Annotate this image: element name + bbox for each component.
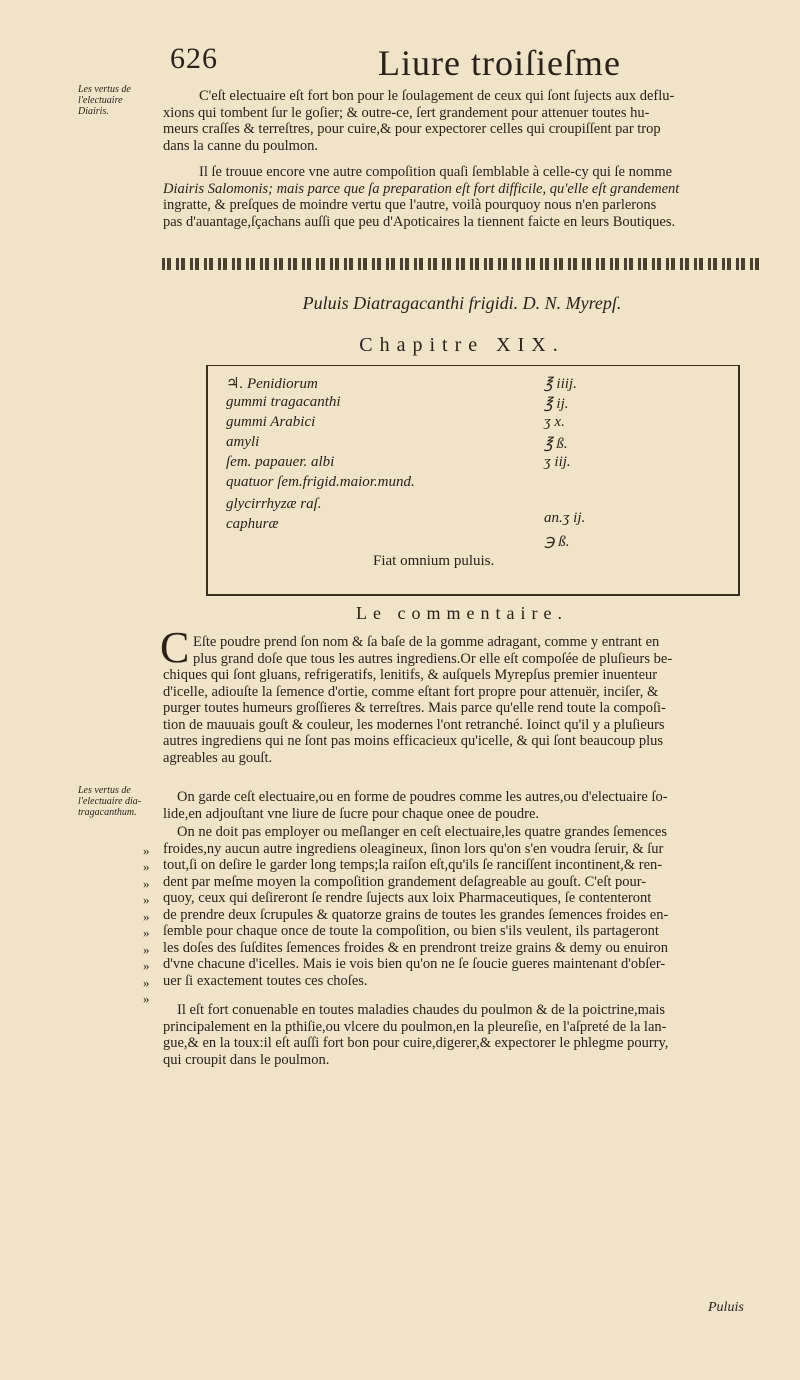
text-line: quoy, ceux qui deſireront ſe rendre ſujects aux loix Pharmaceutiques, ſe contenteront <box>163 890 652 906</box>
text-line: On garde ceſt electuaire,ou en forme de poudres comme les autres,ou d'electuaire ſo- <box>177 789 668 805</box>
recipe-box <box>206 365 740 596</box>
margin-note-line: tragacanthum. <box>78 807 137 818</box>
text-line: ingratte, & preſques de moindre vertu que l'autre, voilà pourquoy nous n'en parlerons <box>163 197 657 213</box>
ingredient-name: amyli <box>226 434 260 450</box>
text-line: tion de mauuais gouſt & couleur, les modernes l'ont retranché. Ioinct qu'il y a pluſieurs <box>163 716 665 733</box>
quotation-marks: » <box>143 909 150 924</box>
ingredient-name: gummi tragacanthi <box>226 394 341 410</box>
text-line: agreables au gouſt. <box>163 749 273 766</box>
ingredient-quantity: an.ʒ ij. <box>544 510 586 526</box>
commentary-heading: Le commentaire. <box>356 603 568 623</box>
ingredient-name: glycirrhyzæ raſ. <box>226 496 322 512</box>
text-line: ſemble pour chaque once de toute la compoſition, ou bien s'ils veulent, ils partageront <box>163 923 659 939</box>
ingredient-name: ♃. Penidiorum <box>226 376 318 392</box>
margin-note-line: Les vertus de <box>78 84 131 95</box>
quotation-marks: » <box>143 876 150 891</box>
ingredient-quantity: ℥ ß. <box>544 436 568 452</box>
text-line: tout,ſi on deſire le garder long temps;la raiſon eſt,qu'ils ſe ranciſſent incontinent,& ren- <box>163 857 663 873</box>
quotation-marks: » <box>143 975 150 990</box>
text-line: chiques qui ſont gluans, refrigeratifs, lenitifs, & auſquels Myrepſus premier inuenteur <box>163 667 658 683</box>
text-line: xions qui tombent ſur le goſier; & outre-ce, ſert grandement pour attenuer toutes hu- <box>163 104 650 121</box>
ingredient-quantity: ʒ iij. <box>544 454 571 470</box>
ingredient-quantity: ʒ x. <box>544 414 565 430</box>
text-line: Il eſt fort conuenable en toutes maladies chaudes du poulmon & de la poictrine,mais <box>177 1002 666 1018</box>
text-line: C'eſt electuaire eſt fort bon pour le ſoulagement de ceux qui ſont ſujects aux deflu- <box>199 88 675 104</box>
quotation-marks: » <box>143 925 150 940</box>
margin-note-line: Les vertus de <box>78 785 131 796</box>
text-line: purger toutes humeurs groſſieres & terreſtres. Mais parce qu'elle rend toute la compoſi- <box>163 700 666 716</box>
text-line: d'icelle, adiouſte la ſemence d'ortie, comme eſtant fort propre pour attenuër, inciſer, & <box>163 683 659 700</box>
text-line: On ne doit pas employer ou meſlanger en ceſt electuaire,les quatre grandes ſemences <box>177 824 667 840</box>
text-line: Diairis Salomonis; mais parce que ſa preparation eſt fort difficile, qu'elle eſt grandement <box>163 180 680 197</box>
text-line: pas d'auantage,ſçachans auſſi que peu d'Apoticaires la tiennent faicte en leurs Boutiques. <box>163 213 676 230</box>
text-line: lide,en adjouſtant vne liure de ſucre pour chaque onee de poudre. <box>163 805 540 822</box>
quotation-marks: » <box>143 843 150 858</box>
text-line: froides,ny aucun autre ingrediens oleagineux, ſinon lors qu'on s'en voudra ſeruir, & ſur <box>163 840 664 857</box>
intro-paragraph-2 <box>163 164 761 230</box>
margin-note-diatragacanthum <box>78 785 158 818</box>
text-line: dans la canne du poulmon. <box>163 137 319 154</box>
page-number: 626 <box>170 42 218 75</box>
quotation-marks: » <box>143 942 150 957</box>
margin-note-line: Diairis. <box>78 106 109 117</box>
text-line: Il ſe trouue encore vne autre compoſition quaſi ſemblable à celle-cy qui ſe nomme <box>199 164 673 180</box>
text-line: Eſte poudre prend ſon nom & ſa baſe de la gomme adragant, comme y entrant en <box>193 634 660 650</box>
recipe-closing: Fiat omnium puluis. <box>373 553 495 569</box>
recipe-title: Puluis Diatragacanthi frigidi. D. N. Myrepſ. <box>302 293 622 313</box>
ingredient-quantity: ℥ iiij. <box>544 376 577 392</box>
ingredient-quantity: ℥ ij. <box>544 396 569 412</box>
intro-paragraph-1 <box>163 88 761 154</box>
running-title: Liure troiſieſme <box>378 43 621 83</box>
commentary-paragraph-1 <box>163 634 761 766</box>
commentary-paragraph-2 <box>163 789 761 822</box>
decorative-divider <box>162 258 762 270</box>
margin-note-line: l'electuaire <box>78 95 123 106</box>
ingredient-name: caphuræ <box>226 516 279 532</box>
text-line: d'vne chacune d'icelles. Mais ie vois bien qu'on ne ſe ſoucie gueres maintenant d'obſer- <box>163 956 666 972</box>
text-line: gue,& en la toux:il eſt auſſi fort bon pour cuire,digerer,& expectorer le phlegme pourry, <box>163 1035 669 1051</box>
ingredient-quantity: ℈ ß. <box>544 534 570 550</box>
text-line: les doſes des ſuſdites ſemences froides & en prendront treize grains & demy ou enuiron <box>163 939 668 956</box>
text-line: uer ſi exactement toutes ces choſes. <box>163 972 368 989</box>
quotation-marks: » <box>143 958 150 973</box>
ingredient-name: ſem. papauer. albi <box>226 454 335 470</box>
catchword: Puluis <box>708 1300 744 1315</box>
quotation-marks: » <box>143 892 150 907</box>
text-line: qui croupit dans le poulmon. <box>163 1051 330 1068</box>
quotation-marks: » <box>143 859 150 874</box>
commentary-paragraph-4 <box>163 1002 761 1068</box>
margin-note-diairis <box>78 84 158 117</box>
text-line: principalement en la pthiſie,ou vlcere du poulmon,en la pleureſie, en l'aſpreté de la lan- <box>163 1018 667 1035</box>
drop-cap: C <box>160 623 190 672</box>
chapter-heading: Chapitre XIX. <box>359 334 565 356</box>
text-line: plus grand doſe que tous les autres ingrediens.Or elle eſt compoſée de pluſieurs be- <box>193 650 673 667</box>
ingredient-name: quatuor ſem.frigid.maior.mund. <box>226 474 415 490</box>
text-line: dent par meſme moyen la compoſition grandement deſagreable au gouſt. C'eſt pour- <box>163 873 647 890</box>
ingredient-name: gummi Arabici <box>226 414 316 430</box>
commentary-paragraph-3 <box>163 824 761 989</box>
text-line: autres ingrediens qui ne ſont pas moins efficacieux qu'icelle, & qui ſont beaucoup plus <box>163 733 664 749</box>
margin-note-line: l'electuaire dia- <box>78 796 142 807</box>
quotation-marks: » <box>143 991 150 1006</box>
text-line: de prendre deux ſcrupules & quatorze grains de toutes les grandes ſemences froides en- <box>163 906 669 923</box>
text-line: meurs craſſes & terreſtres, pour cuire,& pour expectorer celles qui croupiſſent par trop <box>163 121 661 137</box>
